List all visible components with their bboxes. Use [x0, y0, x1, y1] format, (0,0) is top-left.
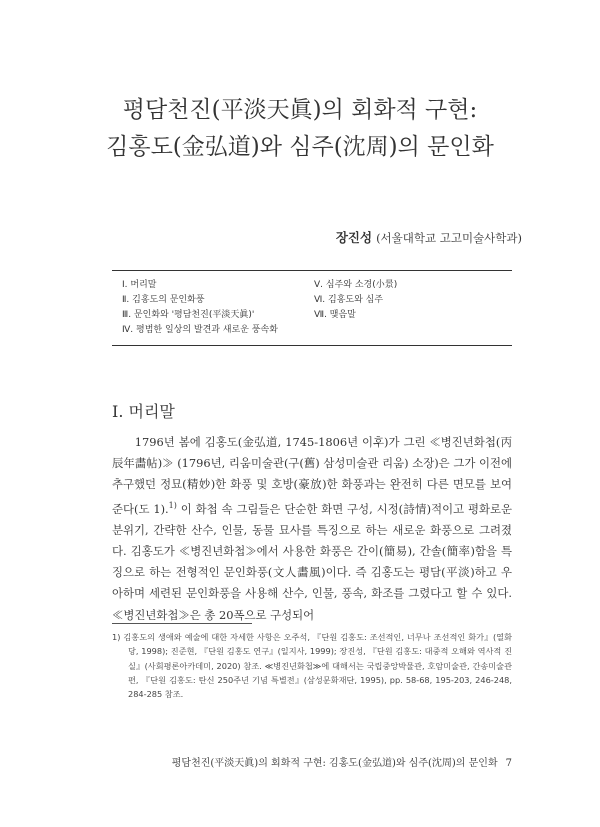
title-line-2: 김홍도(金弘道)와 심주(沈周)의 문인화 — [106, 134, 494, 160]
running-footer-title: 평담천진(平淡天眞)의 회화적 구현: 김홍도(金弘道)와 심주(沈周)의 문인화 — [171, 758, 498, 769]
toc-item: Ⅴ. 심주와 소경(小景) — [314, 280, 398, 290]
table-of-contents — [112, 270, 512, 346]
author-name: 장진성 — [335, 230, 373, 245]
paragraph-text-part-2: 이 화첩 속 그림들은 단순한 화면 구성, 시정(詩情)적이고 평화로운 분위기, 간략한 산수, 인물, 동물 묘사를 특징으로 하는 새로운 화풍으로 그려졌다. 김홍도가 ≪병진년화첩≫에서 사용한 화풍은 간이(簡易), 간솔(簡率)함을 특징으로 하는 전형적인 문인화풍(文人畵風)이다. 즉 김홍도는 평담(平淡)하고 우아하며 세련된 문인화풍을 사용해 산수, 인물, 풍속, 화조를 그렸다고 할 수 있다. ≪병진년화첩≫은 총 20폭으로 구성되어 — [112, 502, 512, 622]
toc-item: Ⅲ. 문인화와 '평담천진(平淡天眞)' — [122, 310, 255, 320]
paper-title — [0, 92, 600, 166]
running-footer — [172, 754, 512, 769]
title-line-1: 평담천진(平淡天眞)의 회화적 구현: — [122, 97, 478, 123]
author-line — [336, 228, 522, 246]
author-affiliation: (서울대학교 고고미술사학과) — [376, 231, 522, 245]
footnote-divider — [112, 623, 252, 624]
toc-item: Ⅳ. 평범한 일상의 발견과 새로운 풍속화 — [122, 325, 278, 335]
toc-item: Ⅵ. 김홍도와 심주 — [314, 295, 384, 305]
toc-item: Ⅱ. 김홍도의 문인화풍 — [122, 295, 205, 305]
toc-item: Ⅰ. 머리말 — [122, 280, 157, 290]
body-text — [112, 432, 512, 626]
footnote-text: 1) 김홍도의 생애와 예술에 대한 자세한 사항은 오주석, 『단원 김홍도: 조선적인, 너무나 조선적인 화가』(열화당, 1998); 진준현, 『단원 김홍도 연구』(일지사, 1999); 장진성, 『단원 김홍도: 대중적 오해와 역사적 진실』(사회평론아카데미, 2020) 참조. ≪병진년화첩≫에 대해서는 국립중앙박물관, 호암미술관, 간송미술관 편, 『단원 김홍도: 탄신 250주년 기념 특별전』(삼성문화재단, 1995), pp. 58-68, 195-203, 246-248, 284-285 참조. — [112, 632, 512, 700]
page-number: 7 — [505, 758, 512, 769]
paragraph-text-part-1: 1796년 봄에 김홍도(金弘道, 1745-1806년 이후)가 그린 ≪병진년화첩(丙辰年畵帖)≫ (1796년, 리움미술관(구(舊) 삼성미술관 리움) 소장)은 그가 이전에 추구했던 정묘(精妙)한 화풍 및 호방(豪放)한 화풍과는 완전히 다른 면모를 보여준다(도 1). — [112, 435, 512, 517]
toc-left-column — [122, 278, 278, 338]
section-heading: Ⅰ. 머리말 — [112, 402, 175, 421]
toc-item: Ⅶ. 맺음말 — [314, 310, 356, 320]
footnote-reference: 1) — [168, 501, 177, 511]
toc-right-column — [314, 278, 397, 323]
footnote — [112, 630, 512, 701]
body-paragraph — [112, 432, 512, 626]
